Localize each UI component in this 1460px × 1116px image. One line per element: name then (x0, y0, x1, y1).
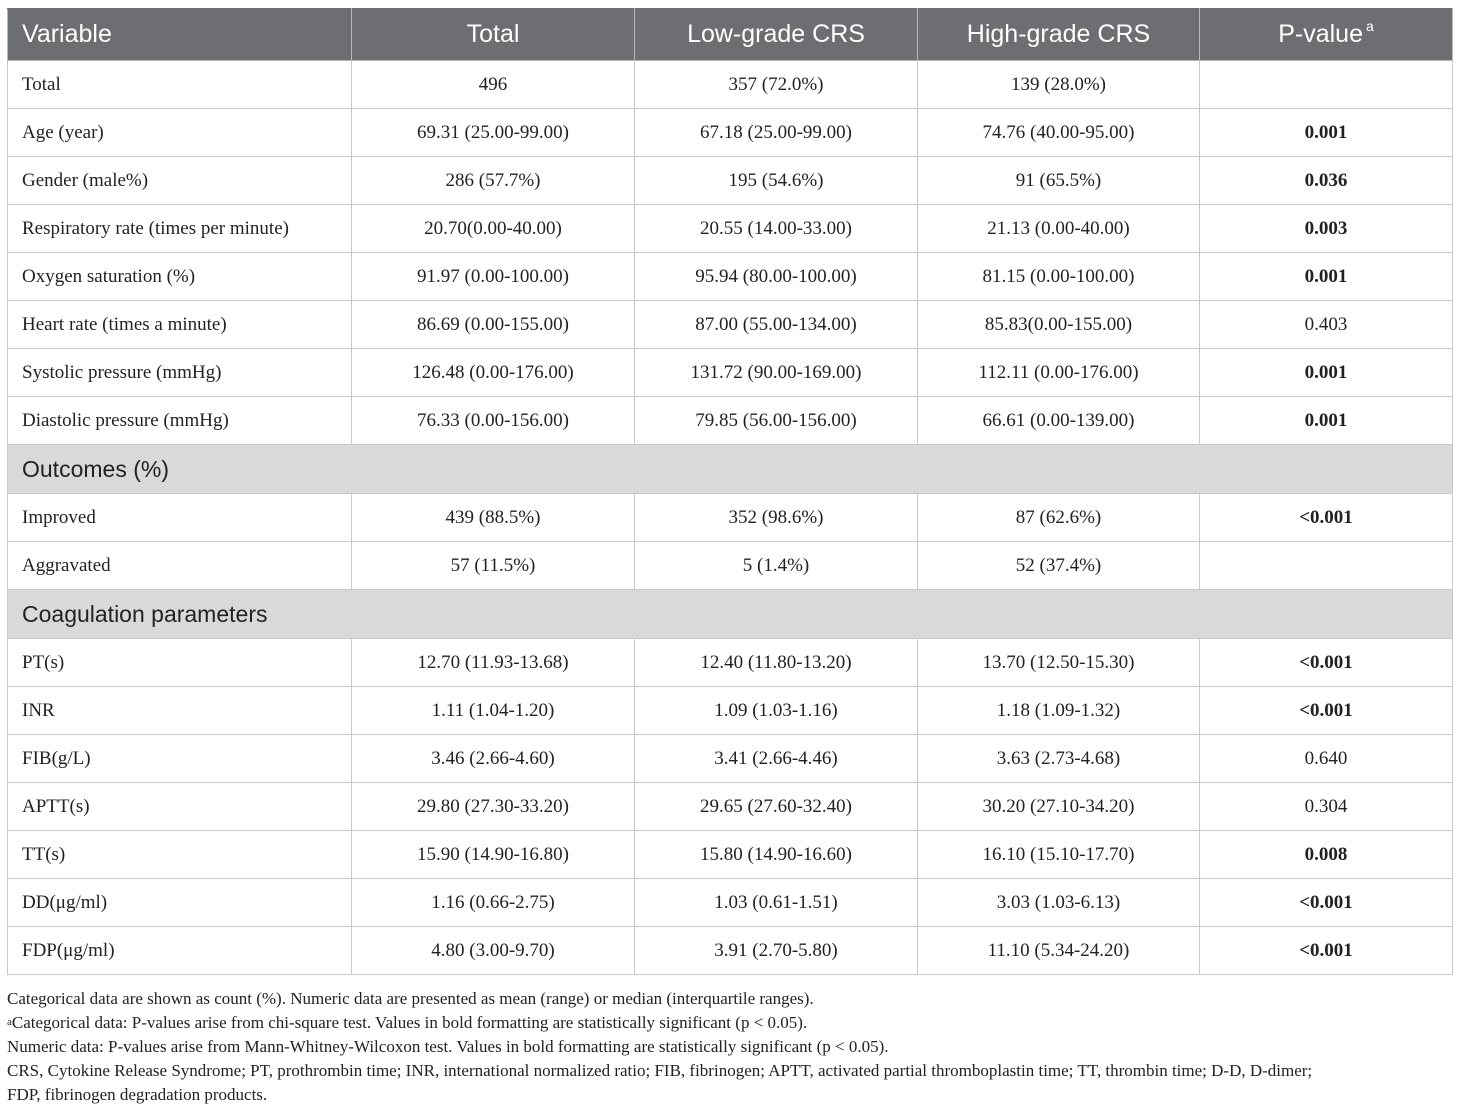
cell-total: 496 (352, 61, 635, 109)
cell-variable: Total (8, 61, 352, 109)
footnote-line: Numeric data: P-values arise from Mann-Whitney-Wilcoxon test. Values in bold formatting are statistically significant (p < 0.05). (7, 1037, 889, 1056)
cell-total: 439 (88.5%) (352, 494, 635, 542)
table-row (8, 397, 1453, 445)
cell-p-value: <0.001 (1200, 639, 1453, 687)
table-row (8, 109, 1453, 157)
cell-total: 91.97 (0.00-100.00) (352, 253, 635, 301)
cell-high-grade: 52 (37.4%) (918, 542, 1200, 590)
cell-low-grade: 357 (72.0%) (635, 61, 918, 109)
cell-variable: Improved (8, 494, 352, 542)
cell-low-grade: 15.80 (14.90-16.60) (635, 831, 918, 879)
cell-low-grade: 67.18 (25.00-99.00) (635, 109, 918, 157)
cell-variable: Oxygen saturation (%) (8, 253, 352, 301)
data-table-container (7, 8, 1452, 975)
footnote-line: Categorical data are shown as count (%). Numeric data are presented as mean (range) or median (interquartile ranges). (7, 989, 814, 1008)
cell-total: 286 (57.7%) (352, 157, 635, 205)
cell-high-grade: 3.03 (1.03-6.13) (918, 879, 1200, 927)
cell-variable: INR (8, 687, 352, 735)
cell-variable: FDP(μg/ml) (8, 927, 352, 975)
cell-variable: Age (year) (8, 109, 352, 157)
cell-high-grade: 91 (65.5%) (918, 157, 1200, 205)
cell-total: 29.80 (27.30-33.20) (352, 783, 635, 831)
cell-low-grade: 3.91 (2.70-5.80) (635, 927, 918, 975)
cell-low-grade: 1.09 (1.03-1.16) (635, 687, 918, 735)
cell-p-value (1200, 61, 1453, 109)
cell-total: 86.69 (0.00-155.00) (352, 301, 635, 349)
cell-p-value: 0.008 (1200, 831, 1453, 879)
footnote-line (7, 1011, 1457, 1035)
footnote-text: Categorical data: P-values arise from chi-square test. Values in bold formatting are statistically significant (p < 0.05). (11, 1013, 808, 1032)
cell-high-grade: 112.11 (0.00-176.00) (918, 349, 1200, 397)
cell-variable: Respiratory rate (times per minute) (8, 205, 352, 253)
cell-p-value: <0.001 (1200, 927, 1453, 975)
cell-p-value: 0.036 (1200, 157, 1453, 205)
header-total: Total (352, 9, 635, 61)
cell-total: 4.80 (3.00-9.70) (352, 927, 635, 975)
table-row (8, 927, 1453, 975)
table-row (8, 301, 1453, 349)
cell-high-grade: 30.20 (27.10-34.20) (918, 783, 1200, 831)
cell-total: 1.11 (1.04-1.20) (352, 687, 635, 735)
cell-high-grade: 81.15 (0.00-100.00) (918, 253, 1200, 301)
cell-p-value: 0.001 (1200, 109, 1453, 157)
cell-variable: TT(s) (8, 831, 352, 879)
footnote-line: FDP, fibrinogen degradation products. (7, 1085, 268, 1104)
cell-high-grade: 87 (62.6%) (918, 494, 1200, 542)
table-row (8, 879, 1453, 927)
footnote-mark: a (7, 1016, 12, 1028)
cell-variable: APTT(s) (8, 783, 352, 831)
table-row (8, 831, 1453, 879)
cell-p-value (1200, 542, 1453, 590)
table-row (8, 205, 1453, 253)
cell-low-grade: 131.72 (90.00-169.00) (635, 349, 918, 397)
table-body (8, 61, 1453, 975)
cell-high-grade: 16.10 (15.10-17.70) (918, 831, 1200, 879)
cell-low-grade: 1.03 (0.61-1.51) (635, 879, 918, 927)
cell-p-value: 0.304 (1200, 783, 1453, 831)
cell-high-grade: 1.18 (1.09-1.32) (918, 687, 1200, 735)
cell-high-grade: 3.63 (2.73-4.68) (918, 735, 1200, 783)
header-p-value-label: P-value (1278, 20, 1363, 48)
table-row (8, 639, 1453, 687)
header-p-value-footnote-mark: a (1365, 18, 1374, 34)
cell-total: 1.16 (0.66-2.75) (352, 879, 635, 927)
table-row (8, 687, 1453, 735)
section-row-coagulation (8, 590, 1453, 639)
cell-low-grade: 79.85 (56.00-156.00) (635, 397, 918, 445)
cell-high-grade: 13.70 (12.50-15.30) (918, 639, 1200, 687)
characteristics-table (7, 8, 1453, 975)
section-title-coagulation: Coagulation parameters (8, 590, 1453, 639)
table-header (8, 9, 1453, 61)
cell-low-grade: 3.41 (2.66-4.46) (635, 735, 918, 783)
cell-high-grade: 74.76 (40.00-95.00) (918, 109, 1200, 157)
cell-p-value: 0.640 (1200, 735, 1453, 783)
header-low-grade: Low-grade CRS (635, 9, 918, 61)
cell-variable: Aggravated (8, 542, 352, 590)
table-row (8, 253, 1453, 301)
table-row (8, 494, 1453, 542)
cell-total: 69.31 (25.00-99.00) (352, 109, 635, 157)
cell-variable: PT(s) (8, 639, 352, 687)
cell-high-grade: 85.83(0.00-155.00) (918, 301, 1200, 349)
cell-low-grade: 29.65 (27.60-32.40) (635, 783, 918, 831)
cell-high-grade: 21.13 (0.00-40.00) (918, 205, 1200, 253)
table-row (8, 735, 1453, 783)
table-row (8, 61, 1453, 109)
header-p-value (1200, 9, 1453, 61)
cell-p-value: <0.001 (1200, 879, 1453, 927)
cell-total: 57 (11.5%) (352, 542, 635, 590)
cell-variable: DD(μg/ml) (8, 879, 352, 927)
cell-low-grade: 20.55 (14.00-33.00) (635, 205, 918, 253)
table-row (8, 783, 1453, 831)
cell-total: 20.70(0.00-40.00) (352, 205, 635, 253)
cell-high-grade: 66.61 (0.00-139.00) (918, 397, 1200, 445)
cell-p-value: 0.403 (1200, 301, 1453, 349)
cell-variable: FIB(g/L) (8, 735, 352, 783)
cell-total: 76.33 (0.00-156.00) (352, 397, 635, 445)
cell-high-grade: 11.10 (5.34-24.20) (918, 927, 1200, 975)
cell-p-value: 0.001 (1200, 253, 1453, 301)
table-row (8, 349, 1453, 397)
header-row (8, 9, 1453, 61)
cell-p-value: 0.003 (1200, 205, 1453, 253)
cell-total: 12.70 (11.93-13.68) (352, 639, 635, 687)
table-row (8, 542, 1453, 590)
cell-total: 15.90 (14.90-16.80) (352, 831, 635, 879)
cell-p-value: 0.001 (1200, 397, 1453, 445)
cell-high-grade: 139 (28.0%) (918, 61, 1200, 109)
header-high-grade: High-grade CRS (918, 9, 1200, 61)
cell-low-grade: 12.40 (11.80-13.20) (635, 639, 918, 687)
table-footnotes (7, 987, 1457, 1107)
cell-low-grade: 195 (54.6%) (635, 157, 918, 205)
cell-variable: Gender (male%) (8, 157, 352, 205)
footnote-line: CRS, Cytokine Release Syndrome; PT, prothrombin time; INR, international normalized ratio; FIB, fibrinogen; APTT, activated partial thromboplastin time; TT, thrombin time; D-D, D-dimer; (7, 1061, 1313, 1080)
cell-variable: Systolic pressure (mmHg) (8, 349, 352, 397)
header-variable: Variable (8, 9, 352, 61)
cell-low-grade: 352 (98.6%) (635, 494, 918, 542)
cell-low-grade: 5 (1.4%) (635, 542, 918, 590)
cell-p-value: <0.001 (1200, 687, 1453, 735)
table-row (8, 157, 1453, 205)
cell-total: 3.46 (2.66-4.60) (352, 735, 635, 783)
cell-low-grade: 87.00 (55.00-134.00) (635, 301, 918, 349)
cell-p-value: <0.001 (1200, 494, 1453, 542)
cell-p-value: 0.001 (1200, 349, 1453, 397)
cell-total: 126.48 (0.00-176.00) (352, 349, 635, 397)
section-title-outcomes: Outcomes (%) (8, 445, 1453, 494)
cell-low-grade: 95.94 (80.00-100.00) (635, 253, 918, 301)
cell-variable: Heart rate (times a minute) (8, 301, 352, 349)
cell-variable: Diastolic pressure (mmHg) (8, 397, 352, 445)
section-row-outcomes (8, 445, 1453, 494)
